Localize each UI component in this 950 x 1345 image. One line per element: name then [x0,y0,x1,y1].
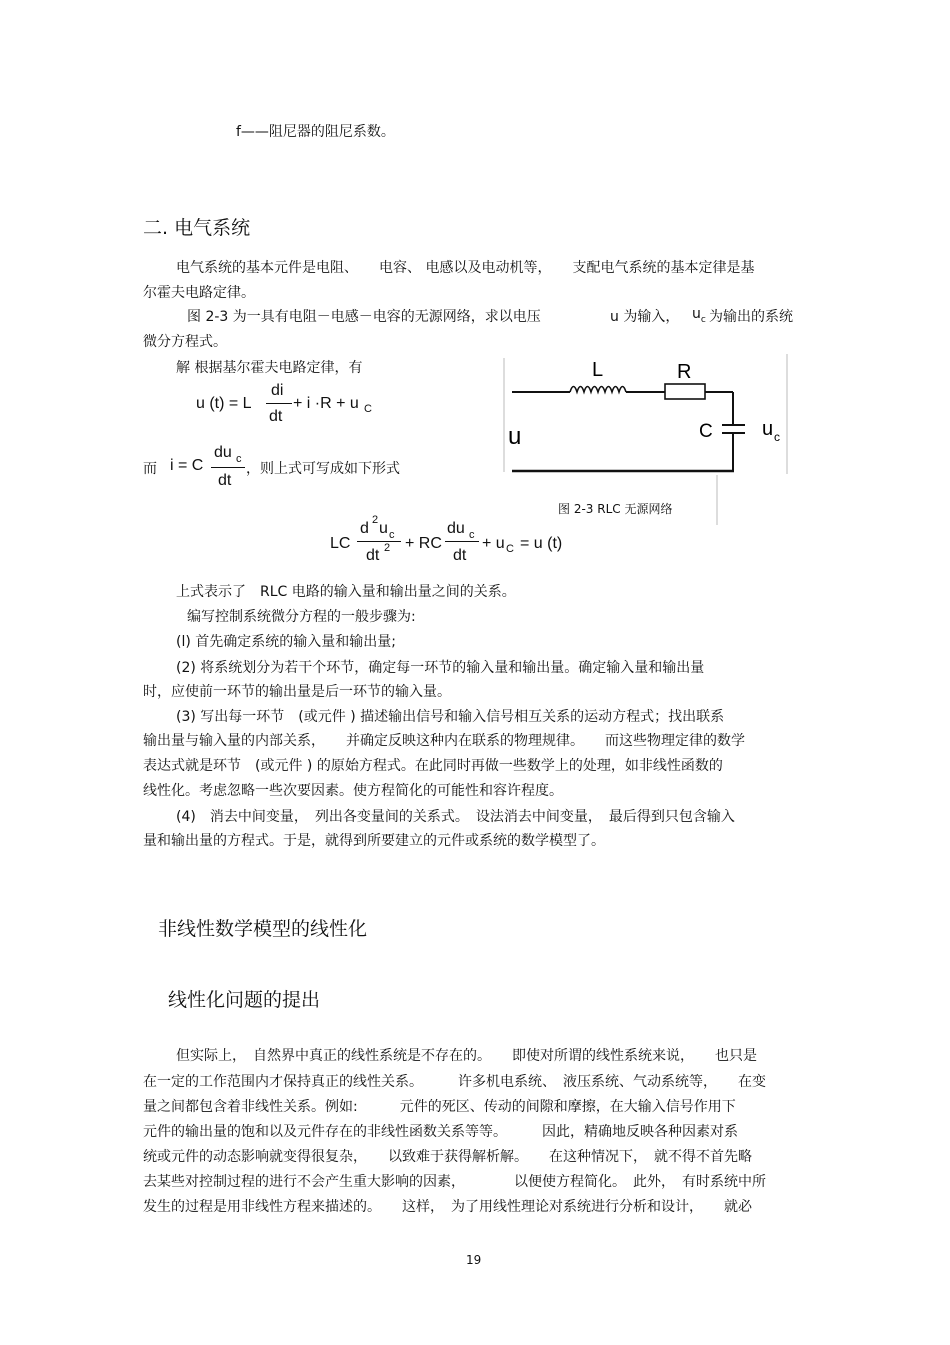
para1-line1: 电气系统的基本元件是电阻、 电容、 电感以及电动机等， 支配电气系统的基本定律是基 [176,260,755,276]
eq3-frac2-bar [445,541,479,542]
eq3-lc: LC [330,535,351,552]
eq3-n2-sub: c [469,529,475,541]
step2-line2: 时，应使前一环节的输出量是后一环节的输入量。 [143,684,451,700]
eq3-n1-u: u [379,520,388,537]
eq1-sub: C [364,403,372,415]
step3-line1: (3) 写出每一环节 (或元件 ) 描述输出信号和输入信号相互关系的运动方程式；找出联系 [176,709,725,725]
para2-part-a: 图 2-3 为一具有电阻－电感－电容的无源网络，求以电压 [187,309,541,325]
para4: 编写控制系统微分方程的一般步骤为: [187,609,416,625]
eq3-frac1-bar [357,541,401,542]
section-heading-nonlinear: 非线性数学模型的线性化 [158,918,368,940]
eq2-fraction-bar [211,467,245,468]
eq1-fraction-bar [266,403,292,404]
para2-uc-base: u [692,306,701,322]
eq2-lhs: i = C [170,457,204,474]
solution-intro: 解 根据基尔霍夫电路定律，有 [176,360,363,376]
label-R: R [677,361,692,383]
eq1-lhs: u (t) = L [196,395,252,412]
eq2-num-sub: c [236,453,242,465]
subheading-linearization: 线性化问题的提出 [168,989,321,1011]
step3-line3: 表达式就是环节 (或元件 ) 的原始方程式。在此同时再做一些数学上的处理，如非线性函数的 [143,758,723,774]
para1-line2: 尔霍夫电路定律。 [143,285,255,301]
step4-line1: (4) 消去中间变量， 列出各变量间的关系式。 设法消去中间变量， 最后得到只包含输入 [176,809,735,825]
label-u-input: u [508,423,522,450]
step2-line1: (2) 将系统划分为若干个环节，确定每一环节的输入量和输出量。确定输入量和输出量 [176,660,705,676]
para5-line3: 量之间都包含着非线性关系。例如: 元件的死区、传动的间隙和摩擦，在大输入信号作用下 [143,1099,736,1115]
label-L: L [592,359,604,381]
para3: 上式表示了 RLC 电路的输入量和输出量之间的关系。 [176,584,516,600]
eq3-n1: d [360,520,369,537]
para2-line2: 微分方程式。 [143,334,227,350]
para5-line7: 发生的过程是用非线性方程来描述的。 这样， 为了用线性理论对系统进行分析和设计， 就必 [143,1199,752,1215]
label-uc-sub: c [774,430,780,444]
eq2-den: dt [218,472,232,489]
eq1-den: dt [269,408,283,425]
page-number: 19 [466,1253,482,1267]
inductor-coil [570,387,626,393]
para5-line6: 去某些对控制过程的进行不会产生重大影响的因素， 以便使方程简化。 此外， 有时系统中所 [143,1174,766,1190]
para5-line5: 统或元件的动态影响就变得很复杂， 以致难于获得解析解。 在这种情况下， 就不得不首先略 [143,1149,752,1165]
eq3-n1-sub: c [389,529,395,541]
eq2-then: ，则上式可写成如下形式 [246,461,400,477]
eq1-num: di [271,382,284,399]
label-uc-output: u [762,418,774,440]
eq3-d1-sup: 2 [384,542,391,554]
resistor-box [665,384,705,399]
step3-line4: 线性化。考虑忽略一些次要因素。使方程简化的可能性和容许程度。 [143,783,563,799]
step3-line2: 输出量与输入量的内部关系， 并确定反映这种内在联系的物理规律。 而这些物理定律的数学 [143,733,745,749]
eq2-num: du [214,444,232,461]
eq3-n2: du [447,520,465,537]
label-C: C [699,421,713,442]
para2-uc-sub: c [700,314,706,325]
step1: (l) 首先确定系统的输入量和输出量; [176,634,396,650]
para5-line1: 但实际上， 自然界中真正的线性系统是不存在的。 即使对所谓的线性系统来说， 也只是 [176,1048,757,1064]
eq3-tail2: = u (t) [520,535,563,552]
para2-uc [692,306,706,325]
figure-caption: 图 2-3 RLC 无源网络 [558,502,673,516]
para2-part-d: 为输出的系统 [709,309,793,325]
eq3-n1-sup: 2 [372,514,379,526]
eq1-rest: + i ·R + u [293,395,359,412]
eq2-er: 而 [143,461,157,477]
eq3-tail: + u [482,535,505,552]
damping-def: f——阻尼器的阻尼系数。 [236,124,395,140]
section-heading-electrical: 二. 电气系统 [143,217,251,239]
eq3-d2: dt [453,547,467,564]
step4-line2: 量和输出量的方程式。于是，就得到所要建立的元件或系统的数学模型了。 [143,833,605,849]
para2-part-b: u 为输入， [610,309,680,325]
eq3-tail-sub: C [506,543,514,555]
eq3-rc: + RC [405,535,442,552]
para5-line4: 元件的输出量的饱和以及元件存在的非线性函数关系等等。 因此，精确地反映各种因素对系 [143,1124,738,1140]
eq3-d1: dt [366,547,380,564]
para5-line2: 在一定的工作范围内才保持真正的线性关系。 许多机电系统、 液压系统、气动系统等， 在变 [143,1074,766,1090]
